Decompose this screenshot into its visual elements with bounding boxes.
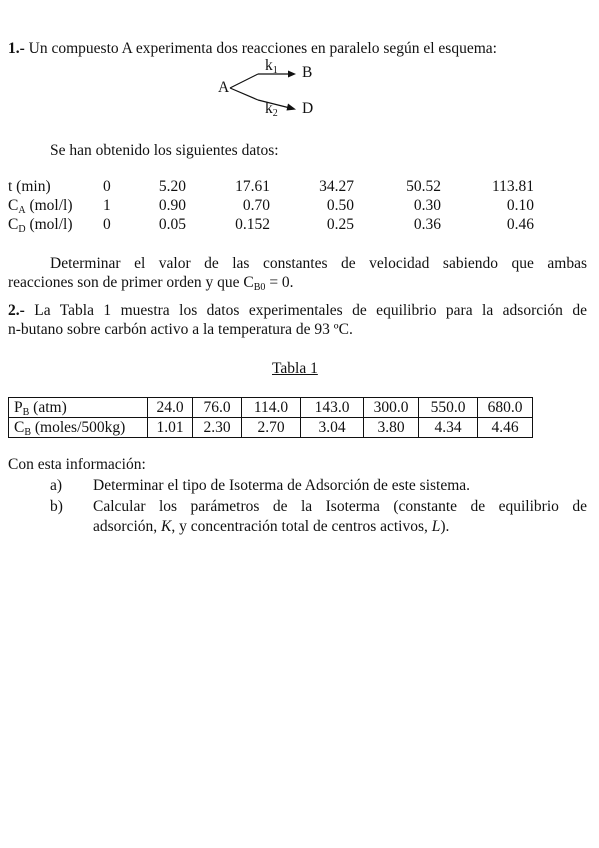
- info-intro: Con esta información:: [8, 456, 146, 473]
- row-label-concentration: $C_B$ (moles/500kg): [9, 418, 148, 438]
- concentration-cell: 4.46: [478, 418, 533, 438]
- pressure-cell: 300.0: [364, 398, 419, 418]
- problem2-number: 2.-: [8, 302, 25, 319]
- data-cell: 1: [103, 197, 111, 214]
- data-cell: 0.05: [158, 216, 186, 233]
- data-row-label: $C_A$ (mol/l): [8, 197, 73, 216]
- table-title: Tabla 1: [272, 360, 318, 377]
- data-cell: 0.46: [506, 216, 534, 233]
- pressure-cell: 114.0: [242, 398, 301, 418]
- concentration-cell: 1.01: [148, 418, 193, 438]
- data-cell: 0.50: [326, 197, 354, 214]
- data-cell: 17.61: [235, 178, 270, 195]
- item-b-marker: b): [50, 498, 63, 515]
- pressure-cell: 24.0: [148, 398, 193, 418]
- item-b-text-line1: Calcular los parámetros de la Isoterma (constante de equilibrio de: [93, 498, 587, 515]
- concentration-cell: 4.34: [419, 418, 478, 438]
- row-label-pressure: $P_B$ (atm): [9, 398, 148, 418]
- problem1-task-line1: Determinar el valor de las constantes de velocidad sabiendo que ambas: [50, 255, 587, 272]
- data-row-label: t (min): [8, 178, 51, 195]
- data-cell: 5.20: [158, 178, 186, 195]
- concentration-cell: 3.80: [364, 418, 419, 438]
- data-cell: 0: [103, 178, 111, 195]
- table-row-pressure: [9, 398, 533, 418]
- item-a-text: Determinar el tipo de Isoterma de Adsorción de este sistema.: [93, 477, 471, 494]
- concentration-cell: 2.70: [242, 418, 301, 438]
- data-cell: 0.70: [242, 197, 270, 214]
- pressure-cell: 143.0: [301, 398, 364, 418]
- pressure-cell: 76.0: [193, 398, 242, 418]
- reaction-scheme: [210, 58, 330, 118]
- data-cell: 0.36: [413, 216, 441, 233]
- concentration-cell: 3.04: [301, 418, 364, 438]
- data-cell: 0.90: [158, 197, 186, 214]
- problem1-text: Un compuesto A experimenta dos reacciones en paralelo según el esquema:: [28, 40, 497, 57]
- problem1-number: 1.-: [8, 40, 25, 57]
- data-cell: 0.10: [506, 197, 534, 214]
- data-intro: Se han obtenido los siguientes datos:: [50, 142, 279, 159]
- pressure-cell: 680.0: [478, 398, 533, 418]
- item-b-text-line2: adsorción, K, y concentración total de centros activos, L).: [93, 518, 450, 535]
- data-cell: 0.152: [235, 216, 270, 233]
- data-cell: 0: [103, 216, 111, 233]
- pressure-cell: 550.0: [419, 398, 478, 418]
- scheme-product-d: D: [302, 100, 314, 117]
- data-cell: 0.30: [413, 197, 441, 214]
- concentration-cell: 2.30: [193, 418, 242, 438]
- item-a-marker: a): [50, 477, 63, 494]
- table-row-concentration: [9, 418, 533, 438]
- data-cell: 113.81: [491, 178, 534, 195]
- problem1-task-line2: reacciones son de primer orden y que $C_{B0} = 0$.: [8, 274, 294, 293]
- problem2-statement-line2: n-butano sobre carbón activo a la temperatura de 93 ºC.: [8, 321, 353, 338]
- data-cell: 34.27: [319, 178, 354, 195]
- adsorption-table: [8, 397, 533, 438]
- problem1-statement: [8, 40, 497, 58]
- scheme-k1: $k_1$: [265, 57, 278, 76]
- data-cell: 0.25: [326, 216, 354, 233]
- problem2-statement-line1: 2.- La Tabla 1 muestra los datos experimentales de equilibrio para la adsorción de: [8, 302, 587, 319]
- scheme-k2: $k_2$: [265, 100, 278, 119]
- scheme-reactant: A: [218, 79, 230, 96]
- data-cell: 50.52: [406, 178, 441, 195]
- data-row-label: $C_D$ (mol/l): [8, 216, 73, 235]
- scheme-product-b: B: [302, 64, 313, 81]
